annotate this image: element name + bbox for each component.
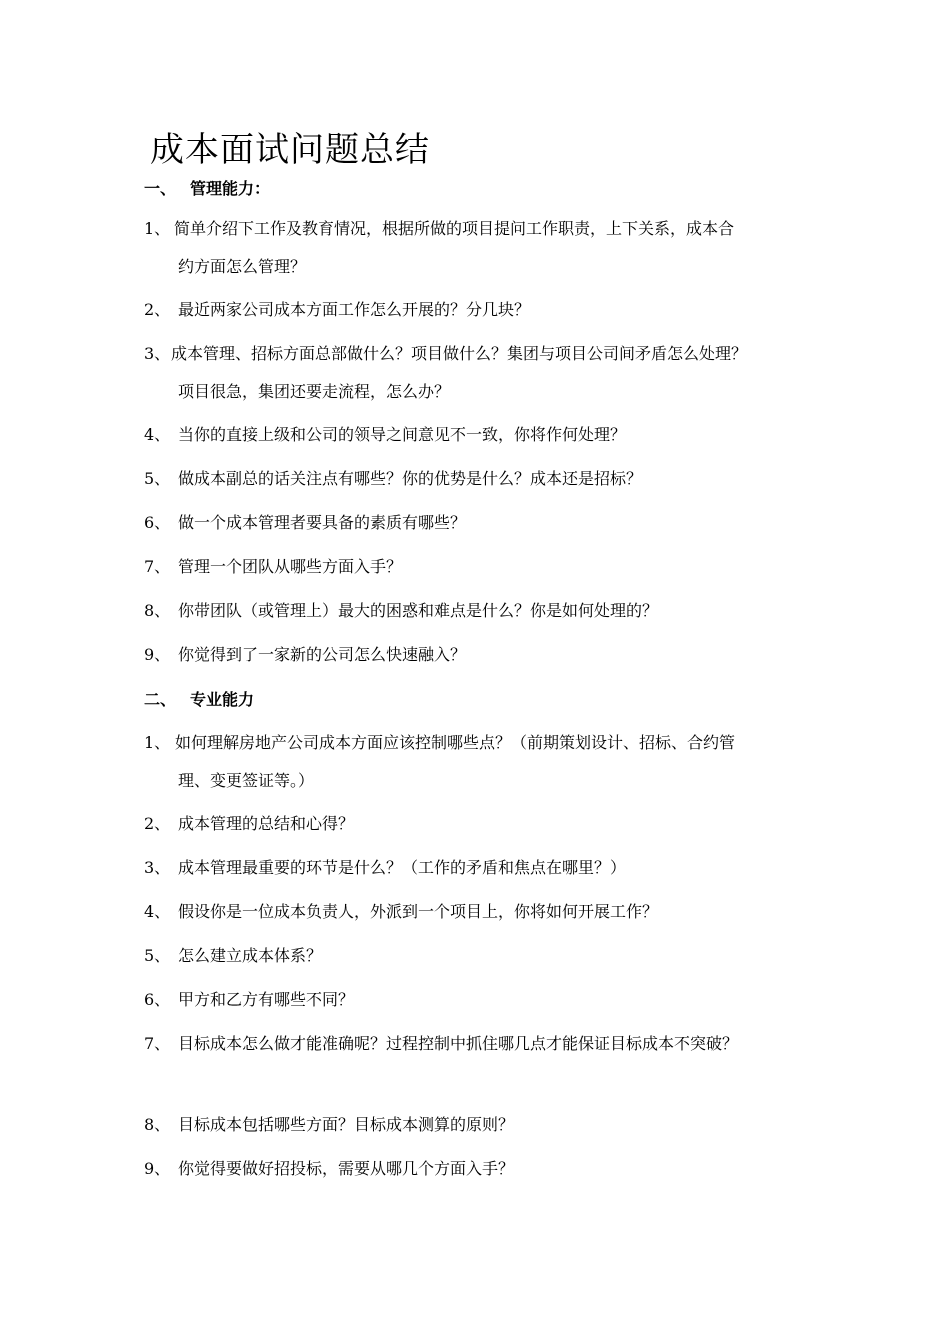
list-item xyxy=(144,724,824,800)
item-number: 5、 xyxy=(144,946,171,965)
item-number: 2、 xyxy=(144,300,171,319)
item-number: 3、 xyxy=(144,344,171,363)
item-number: 2、 xyxy=(144,814,171,833)
list-item xyxy=(144,805,824,843)
list-item xyxy=(144,210,824,286)
item-text: 简单介绍下工作及教育情况，根据所做的项目提问工作职责，上下关系，成本合 xyxy=(174,219,735,238)
list-item xyxy=(144,592,824,630)
item-text: 管理一个团队从哪些方面入手？ xyxy=(178,557,403,576)
list-item xyxy=(144,981,824,1019)
section-title: 管理能力： xyxy=(190,179,271,198)
item-number: 5、 xyxy=(144,469,171,488)
list-item xyxy=(144,548,824,586)
item-text: 成本管理、招标方面总部做什么？项目做什么？集团与项目公司间矛盾怎么处理？ xyxy=(171,344,748,363)
section-title: 专业能力 xyxy=(190,690,255,709)
item-text: 甲方和乙方有哪些不同？ xyxy=(178,990,355,1009)
item-text: 最近两家公司成本方面工作怎么开展的？分几块？ xyxy=(178,300,531,319)
list-item xyxy=(144,1025,824,1063)
list-item xyxy=(144,937,824,975)
item-text: 目标成本怎么做才能准确呢？过程控制中抓住哪几点才能保证目标成本不突破？ xyxy=(178,1034,739,1053)
item-number: 1、 xyxy=(144,733,171,752)
item-text: 做成本副总的话关注点有哪些？你的优势是什么？成本还是招标？ xyxy=(178,469,643,488)
item-number: 4、 xyxy=(144,902,171,921)
item-number: 6、 xyxy=(144,513,171,532)
section-heading-management xyxy=(144,178,270,200)
item-number: 1、 xyxy=(144,219,171,238)
item-text: 你觉得到了一家新的公司怎么快速融入？ xyxy=(178,645,467,664)
item-text: 如何理解房地产公司成本方面应该控制哪些点？（前期策划设计、招标、合约管 xyxy=(175,733,736,752)
item-number: 9、 xyxy=(144,645,171,664)
item-number: 7、 xyxy=(144,557,171,576)
section-number: 一、 xyxy=(144,179,177,198)
item-text-continued: 理、变更签证等。） xyxy=(178,771,315,790)
item-text: 做一个成本管理者要具备的素质有哪些？ xyxy=(178,513,467,532)
list-item xyxy=(144,893,824,931)
item-text: 怎么建立成本体系？ xyxy=(178,946,323,965)
item-text: 目标成本包括哪些方面？目标成本测算的原则？ xyxy=(178,1115,515,1134)
list-item xyxy=(144,849,824,887)
item-number: 8、 xyxy=(144,1115,171,1134)
item-number: 4、 xyxy=(144,425,171,444)
item-number: 3、 xyxy=(144,858,171,877)
list-item xyxy=(144,504,824,542)
item-number: 7、 xyxy=(144,1034,171,1053)
item-number: 9、 xyxy=(144,1159,171,1178)
item-text: 当你的直接上级和公司的领导之间意见不一致，你将作何处理？ xyxy=(178,425,627,444)
list-item xyxy=(144,1106,824,1144)
section-heading-professional xyxy=(144,689,254,711)
list-item xyxy=(144,416,824,454)
list-item xyxy=(144,291,824,329)
item-number: 8、 xyxy=(144,601,171,620)
item-text: 你觉得要做好招投标，需要从哪几个方面入手？ xyxy=(178,1159,515,1178)
item-text: 你带团队（或管理上）最大的困惑和难点是什么？你是如何处理的？ xyxy=(178,601,659,620)
item-text: 成本管理的总结和心得？ xyxy=(178,814,355,833)
item-text: 成本管理最重要的环节是什么？（工作的矛盾和焦点在哪里？） xyxy=(178,858,627,877)
list-item xyxy=(144,335,824,411)
item-text-continued: 项目很急，集团还要走流程，怎么办？ xyxy=(178,382,451,401)
list-item xyxy=(144,460,824,498)
page-title: 成本面试问题总结 xyxy=(150,130,430,170)
section-number: 二、 xyxy=(144,690,177,709)
item-number: 6、 xyxy=(144,990,171,1009)
item-text-continued: 约方面怎么管理？ xyxy=(178,257,307,276)
list-item xyxy=(144,636,824,674)
list-item xyxy=(144,1150,824,1188)
item-text: 假设你是一位成本负责人，外派到一个项目上，你将如何开展工作？ xyxy=(178,902,659,921)
